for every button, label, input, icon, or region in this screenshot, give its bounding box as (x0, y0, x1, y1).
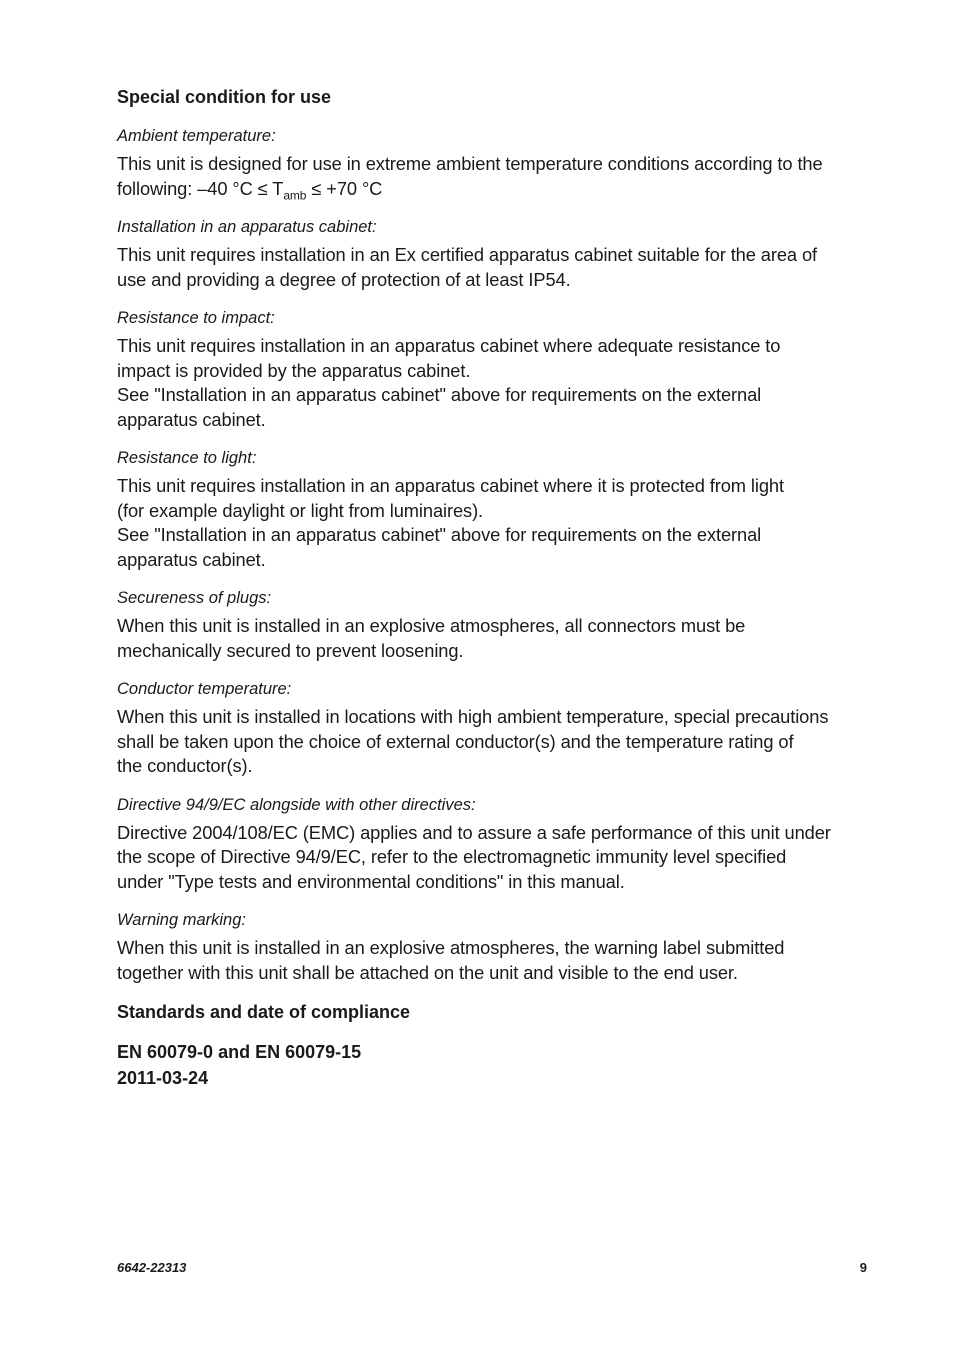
formula-suffix: ≤ +70 °C (306, 177, 383, 199)
paragraph-line: shall be taken upon the choice of external conductor(s) and the temperature rating of (117, 730, 794, 752)
compliance-date: 2011-03-24 (117, 1068, 209, 1088)
paragraph-line: This unit requires installation in an Ex certified apparatus cabinet suitable for the area of (117, 244, 818, 265)
page-number: 9 (859, 1260, 867, 1275)
paragraph-line: under "Type tests and environmental conditions" in this manual. (117, 870, 625, 892)
paragraph-line: apparatus cabinet. (117, 408, 266, 430)
paragraph-line: This unit is designed for use in extreme ambient temperature conditions according to the (117, 153, 823, 174)
paragraph-line: This unit requires installation in an apparatus cabinet where it is protected from light (117, 475, 784, 496)
standards-list-item: EN 60079-0 and EN 60079-15 (117, 1042, 362, 1062)
subheading: Warning marking: (117, 911, 246, 929)
temperature-range-formula (117, 177, 872, 202)
subheading: Resistance to impact: (117, 309, 275, 327)
paragraph-line: See "Installation in an apparatus cabinet" above for requirements on the external (117, 384, 762, 405)
section-directive (117, 793, 872, 895)
section-heading-special-condition: Special condition for use (117, 87, 332, 107)
section-resistance-light (117, 446, 872, 572)
paragraph-line: When this unit is installed in an explosive atmospheres, the warning label submitted (117, 937, 785, 958)
section-resistance-impact (117, 306, 872, 432)
paragraph-line: When this unit is installed in an explosive atmospheres, all connectors must be (117, 615, 746, 636)
document-number: 6642-22313 (117, 1260, 187, 1275)
spacer (117, 985, 872, 999)
formula-subscript: amb (283, 188, 307, 203)
paragraph-line: apparatus cabinet. (117, 548, 266, 570)
paragraph-line: use and providing a degree of protection of at least IP54. (117, 268, 571, 290)
standards-heading: Standards and date of compliance (117, 1002, 411, 1022)
section-ambient-temperature (117, 124, 872, 201)
paragraph-line: This unit requires installation in an apparatus cabinet where adequate resistance to (117, 335, 781, 356)
subheading: Directive 94/9/EC alongside with other directives: (117, 795, 476, 814)
subheading: Conductor temperature: (117, 680, 292, 698)
paragraph-line: together with this unit shall be attached on the unit and visible to the end user. (117, 961, 738, 983)
subheading: Secureness of plugs: (117, 589, 272, 607)
section-installation-cabinet (117, 215, 872, 292)
paragraph-line: Directive 2004/108/EC (EMC) applies and to assure a safe performance of this unit under (117, 821, 831, 843)
paragraph-line: When this unit is installed in locations with high ambient temperature, special precautions (117, 706, 829, 727)
section-secureness-plugs (117, 586, 872, 663)
section-warning-marking (117, 908, 872, 985)
formula-prefix: following: –40 °C ≤ T (117, 177, 284, 199)
subheading: Resistance to light: (117, 449, 257, 467)
document-page (117, 84, 872, 1091)
subheading: Ambient temperature: (117, 127, 276, 145)
paragraph-line: mechanically secured to prevent loosening. (117, 639, 464, 661)
paragraph-line: impact is provided by the apparatus cabinet. (117, 359, 471, 381)
paragraph-line: the conductor(s). (117, 755, 253, 776)
subheading: Installation in an apparatus cabinet: (117, 218, 377, 236)
section-conductor-temperature (117, 677, 872, 779)
paragraph-line: (for example daylight or light from luminaires). (117, 499, 484, 521)
paragraph-line: the scope of Directive 94/9/EC, refer to the electromagnetic immunity level specified (117, 846, 787, 867)
paragraph-line: See "Installation in an apparatus cabinet" above for requirements on the external (117, 524, 762, 545)
spacer (117, 1025, 872, 1039)
